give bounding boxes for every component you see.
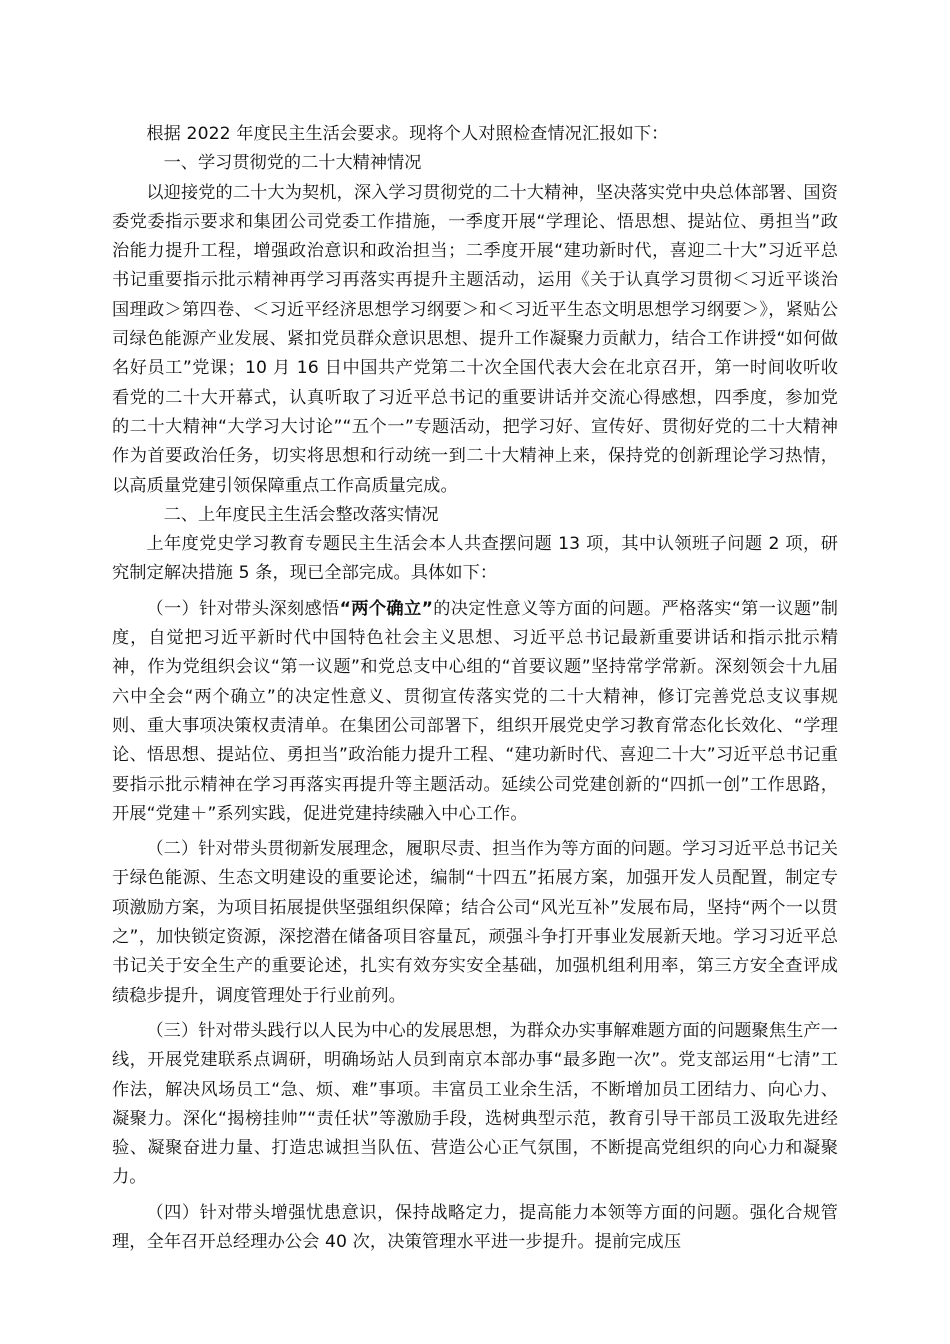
item-1-lead: （一）针对带头深刻感悟 bbox=[146, 598, 340, 619]
section-2-heading: 二、上年度民主生活会整改落实情况 bbox=[163, 504, 439, 525]
section-2-intro: 上年度党史学习教育专题民主生活会本人共查摆问题 13 项，其中认领班子问题 2 项，研究制定解决措施 5 条，现已全部完成。具体如下： bbox=[112, 534, 838, 584]
document-page bbox=[112, 120, 838, 1257]
section-1-body: 以迎接党的二十大为契机，深入学习贯彻党的二十大精神，坚决落实党中央总体部署、国资委党委指示要求和集团公司党委工作措施，一季度开展“学理论、悟思想、提站位、勇担当”政治能力提升工程，增强政治意识和政治担当；二季度开展“建功新时代，喜迎二十大”习近平总书记重要指示批示精神再学习再落实再提升主题活动，运用《关于认真学习贯彻＜习近平谈治国理政＞第四卷、＜习近平经济思想学习纲要＞和＜习近平生态文明思想学习纲要＞》，紧贴公司绿色能源产业发展、紧扣党员群众意识思想、提升工作凝聚力贡献力，结合工作讲授“如何做名好员工”党课；10 月 16 日中国共产党第二十次全国代表大会在北京召开，第一时间收听收看党的二十大开幕式，认真听取了习近平总书记的重要讲话并交流心得感想，四季度，参加党的二十大精神“大学习大讨论”“五个一”专题活动，把学习好、宣传好、贯彻好党的二十大精神作为首要政治任务，切实将思想和行动统一到二十大精神上来，保持党的创新理论学习热情，以高质量党建引领保障重点工作高质量完成。 bbox=[112, 182, 838, 496]
item-1-rest: 的决定性意义等方面的问题。严格落实“第一议题”制度，自觉把习近平新时代中国特色社会主义思想、习近平总书记最新重要讲话和指示批示精神，作为党组织会议“第一议题”和党总支中心组的“首要议题”坚持常学常新。深刻领会十九届六中全会“两个确立”的决定性意义、贯彻宣传落实党的二十大精神，修订完善党总支议事规则、重大事项决策权责清单。在集团公司部署下，组织开展党史学习教育常态化长效化、“学理论、悟思想、提站位、勇担当”政治能力提升工程、“建功新时代、喜迎二十大”习近平总书记重要指示批示精神在学习再落实再提升等主题活动。延续公司党建创新的“四抓一创”工作思路，开展“党建＋”系列实践，促进党建持续融入中心工作。 bbox=[112, 598, 838, 824]
item-4-paragraph: （四）针对带头增强忧患意识，保持战略定力，提高能力本领等方面的问题。强化合规管理，全年召开总经理办公会 40 次，决策管理水平进一步提升。提前完成压 bbox=[112, 1202, 838, 1252]
item-1-paragraph bbox=[112, 595, 838, 829]
item-2-paragraph: （二）针对带头贯彻新发展理念，履职尽责、担当作为等方面的问题。学习习近平总书记关于绿色能源、生态文明建设的重要论述，编制“十四五”拓展方案，加强开发人员配置，制定专项激励方案，为项目拓展提供坚强组织保障；结合公司“风光互补”发展布局，坚持“两个一以贯之”，加快锁定资源，深挖潜在储备项目容量瓦，顽强斗争打开事业发展新天地。学习习近平总书记关于安全生产的重要论述，扎实有效夯实安全基础，加强机组利用率，第三方安全查评成绩稳步提升，调度管理处于行业前列。 bbox=[112, 839, 838, 1006]
intro-paragraph: 根据 2022 年度民主生活会要求。现将个人对照检查情况汇报如下： bbox=[146, 124, 669, 144]
section-1-heading: 一、学习贯彻党的二十大精神情况 bbox=[163, 153, 422, 174]
item-3-paragraph: （三）针对带头践行以人民为中心的发展思想，为群众办实事解难题方面的问题聚焦生产一线，开展党建联系点调研，明确场站人员到南京本部办事“最多跑一次”。党支部运用“七清”工作法，解决风场员工“急、烦、难”事项。丰富员工业余生活，不断增加员工团结力、向心力、凝聚力。深化“揭榜挂帅”“责任状”等激励手段，选树典型示范，教育引导干部员工汲取先进经验、凝聚奋进力量、打造忠诚担当队伍、营造公心正气氛围，不断提高党组织的向心力和凝聚力。 bbox=[112, 1020, 838, 1188]
item-1-bold-term: “两个确立” bbox=[339, 598, 433, 619]
